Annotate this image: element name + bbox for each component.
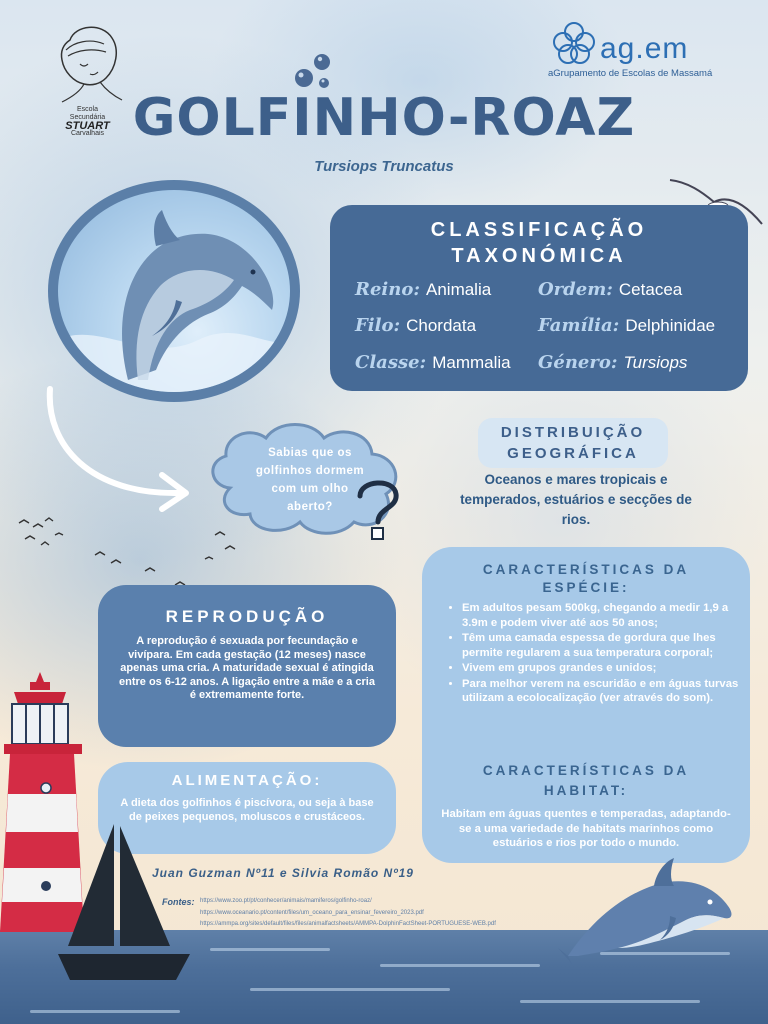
taxonomy-key: Família: — [538, 315, 620, 336]
taxonomy-order — [538, 279, 682, 300]
habitat-text: Habitam em águas quentes e temperadas, adaptando-se a uma variedade de habitats marinhos como estuários e rios por todo o mundo. — [441, 808, 731, 849]
fun-fact-line2: golfinhos dormem — [255, 465, 365, 477]
reproduction-heading: REPRODUÇÃO — [165, 607, 329, 626]
taxonomy-family — [538, 315, 715, 336]
taxonomy-genus — [538, 352, 687, 373]
wave — [210, 948, 330, 951]
school-line1: Escola — [76, 106, 98, 113]
agem-logo — [548, 18, 758, 88]
fun-fact-line1: Sabias que os — [268, 447, 352, 459]
distribution-text: Oceanos e mares tropicais e temperados, estuários e secções de rios. — [460, 472, 692, 527]
list-item: • Em adultos pesam 500kg, chegando a medir 1,9 a 3.9m e podem viver até aos 50 anos; — [462, 601, 750, 630]
habitat-heading-line2: HABITAT: — [543, 783, 629, 798]
curved-arrow-icon — [40, 385, 210, 515]
characteristics-panel — [422, 547, 750, 863]
source-link[interactable]: https://www.zoo.pt/pt/conhecer/animais/mamiferos/golfinho-roaz/ — [200, 898, 372, 904]
distribution-heading — [478, 418, 668, 468]
habitat-heading-line1: CARACTERÍSTICAS DA — [482, 763, 690, 778]
source-link[interactable]: https://ammpa.org/sites/default/files/files/animalfactsheets/AMMPA-DolphinFactSheet-PORTUGUESE-WEB.pdf — [200, 921, 496, 927]
taxonomy-panel — [330, 205, 748, 391]
fun-fact-line4: aberto? — [287, 501, 333, 513]
wave — [30, 1010, 180, 1013]
list-item: • Vivem em grupos grandes e unidos; — [462, 661, 750, 676]
species-heading-line1: CARACTERÍSTICAS DA — [482, 562, 690, 577]
taxonomy-class — [355, 352, 511, 373]
list-item: • Têm uma camada espessa de gordura que lhes permite regularem a sua temperatura corporal; — [462, 631, 750, 660]
taxonomy-key: Filo: — [355, 315, 401, 336]
question-mark-icon — [350, 474, 410, 544]
taxonomy-key: Reino: — [355, 279, 420, 300]
school-place: Carvalhais — [70, 130, 105, 137]
flower-icon — [550, 20, 598, 70]
school-stuart: STUART — [65, 120, 110, 132]
feeding-heading: ALIMENTAÇÃO: — [171, 772, 323, 789]
distribution-heading-line1: DISTRIBUIÇÃO — [500, 424, 646, 441]
taxonomy-heading-line2: TAXONÓMICA — [451, 245, 627, 267]
jumping-dolphin-image — [58, 190, 290, 392]
agem-subtitle: aGrupamento de Escolas de Massamá — [548, 68, 713, 79]
species-heading — [432, 561, 740, 597]
wave — [250, 988, 450, 991]
species-heading-line2: ESPÉCIE: — [542, 580, 630, 595]
taxonomy-phylum — [355, 315, 476, 336]
dolphin-photo — [48, 180, 300, 402]
wave — [380, 964, 540, 967]
wave — [520, 1000, 700, 1003]
feeding-text: A dieta dos golfinhos é piscívora, ou seja à base de peixes pequenos, moluscos e crustáceos. — [120, 797, 374, 823]
taxonomy-key: Classe: — [355, 352, 427, 373]
authors: Juan Guzman Nº11 e Silvia Romão Nº19 — [152, 866, 414, 880]
reproduction-text: A reprodução é sexuada por fecundação e vivípara. Em cada gestação (12 meses) nasce apenas uma cria. A maturidade sexual é atingida entre os 6-12 anos. A ligação entre a mãe e a cria é extremamente forte. — [119, 635, 375, 701]
taxonomy-heading — [330, 217, 748, 269]
reproduction-panel — [98, 585, 396, 747]
school-line2: Secundária — [69, 114, 106, 121]
taxonomy-key: Género: — [538, 352, 618, 373]
taxonomy-value: Animalia — [426, 280, 492, 299]
taxonomy-value: Chordata — [406, 316, 477, 335]
list-item: • Para melhor verem na escuridão e em águas turvas utilizam a ecolocalização (ver através do som). — [462, 677, 750, 706]
taxonomy-value: Delphinidae — [625, 316, 716, 335]
species-list — [448, 601, 750, 707]
taxonomy-value: Tursiops — [623, 353, 688, 372]
leaping-dolphin-icon — [558, 856, 738, 964]
fun-fact-line3: com um olho — [271, 483, 349, 495]
habitat-heading — [432, 761, 740, 801]
distribution-heading-line2: GEOGRÁFICA — [507, 445, 639, 462]
taxonomy-heading-line1: CLASSIFICAÇÃO — [430, 219, 648, 241]
page-subtitle: Tursiops Truncatus — [314, 158, 454, 175]
sources-label: Fontes: — [162, 897, 195, 907]
fun-fact-cloud — [200, 418, 410, 538]
agem-title: ag.em — [600, 32, 689, 65]
taxonomy-key: Ordem: — [538, 279, 613, 300]
source-link[interactable]: https://www.oceanario.pt/content/files/um_oceano_para_ensinar_fevereiro_2023.pdf — [200, 910, 424, 916]
taxonomy-value: Cetacea — [618, 280, 683, 299]
taxonomy-value: Mammalia — [432, 353, 511, 372]
taxonomy-kingdom — [355, 279, 491, 300]
page-title: GOLFINHO-ROAZ — [132, 88, 636, 148]
